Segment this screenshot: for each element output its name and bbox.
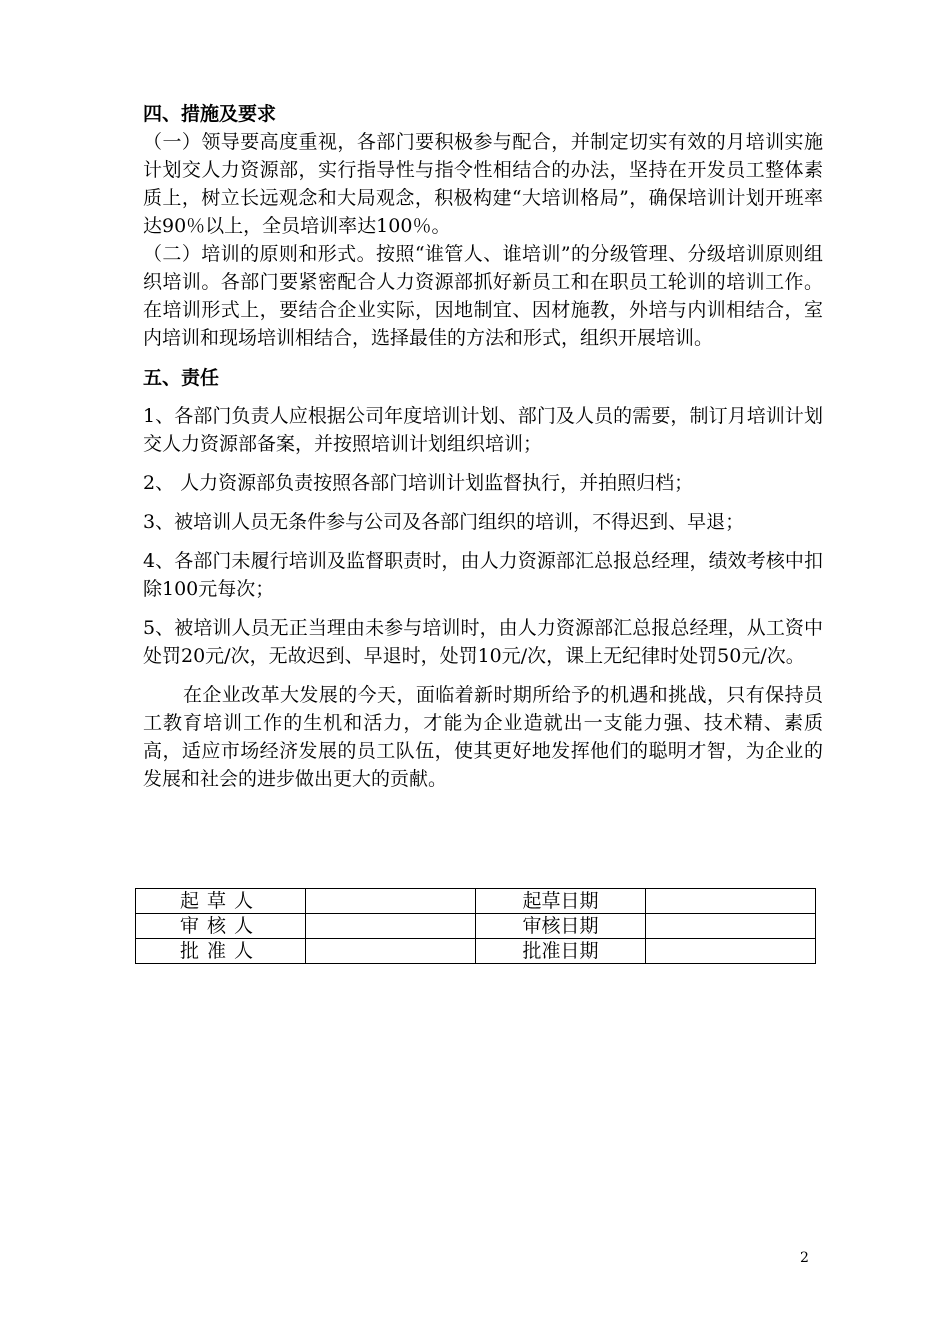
- approver-value: [306, 939, 476, 964]
- draft-date-label: 起草日期: [476, 889, 646, 914]
- section5-title: 五、责任: [143, 367, 220, 389]
- reviewer-value: [306, 914, 476, 939]
- responsibility-item-3: 3、被培训人员无条件参与公司及各部门组织的培训，不得迟到、早退；: [143, 511, 745, 533]
- approver-label: 批准人: [136, 939, 306, 964]
- approve-date-value: [646, 939, 816, 964]
- responsibility-item-2: 2、 人力资源部负责按照各部门培训计划监督执行，并拍照归档；: [143, 472, 694, 494]
- signoff-row-draft: [136, 889, 816, 914]
- draft-date-value: [646, 889, 816, 914]
- document-body: [143, 100, 823, 793]
- responsibility-item-1: 1、各部门负责人应根据公司年度培训计划、部门及人员的需要，制订月培训计划交人力资源部备案，并按照培训计划组织培训；: [143, 405, 823, 455]
- closing-paragraph: 在企业改革大发展的今天，面临着新时期所给予的机遇和挑战，只有保持员工教育培训工作的生机和活力，才能为企业造就出一支能力强、技术精、素质高，适应市场经济发展的员工队伍，使其更好地发挥他们的聪明才智，为企业的发展和社会的进步做出更大的贡献。: [143, 684, 823, 790]
- page-number: 2: [800, 1250, 809, 1266]
- approve-date-label: 批准日期: [476, 939, 646, 964]
- section4-paragraph-2: （二）培训的原则和形式。按照“谁管人、谁培训”的分级管理、分级培训原则组织培训。各部门要紧密配合人力资源部抓好新员工和在职员工轮训的培训工作。在培训形式上，要结合企业实际，因地制宜、因材施教，外培与内训相结合，室内培训和现场培训相结合，选择最佳的方法和形式，组织开展培训。: [143, 243, 823, 349]
- section4-title: 四、措施及要求: [143, 103, 277, 125]
- section4-paragraph-1: （一）领导要高度重视，各部门要积极参与配合，并制定切实有效的月培训实施计划交人力资源部，实行指导性与指令性相结合的办法，坚持在开发员工整体素质上，树立长远观念和大局观念，积极构建“大培训格局”，确保培训计划开班率达90％以上，全员培训率达100％。: [143, 131, 823, 237]
- reviewer-label: 审核人: [136, 914, 306, 939]
- responsibility-item-5: 5、被培训人员无正当理由未参与培训时，由人力资源部汇总报总经理，从工资中处罚20元/次，无故迟到、早退时，处罚10元/次，课上无纪律时处罚50元/次。: [143, 617, 823, 667]
- drafter-value: [306, 889, 476, 914]
- review-date-value: [646, 914, 816, 939]
- responsibility-item-4: 4、各部门未履行培训及监督职责时，由人力资源部汇总报总经理，绩效考核中扣除100元每次；: [143, 550, 823, 600]
- drafter-label: 起草人: [136, 889, 306, 914]
- signoff-table: [135, 888, 816, 964]
- review-date-label: 审核日期: [476, 914, 646, 939]
- signoff-row-review: [136, 914, 816, 939]
- signoff-row-approve: [136, 939, 816, 964]
